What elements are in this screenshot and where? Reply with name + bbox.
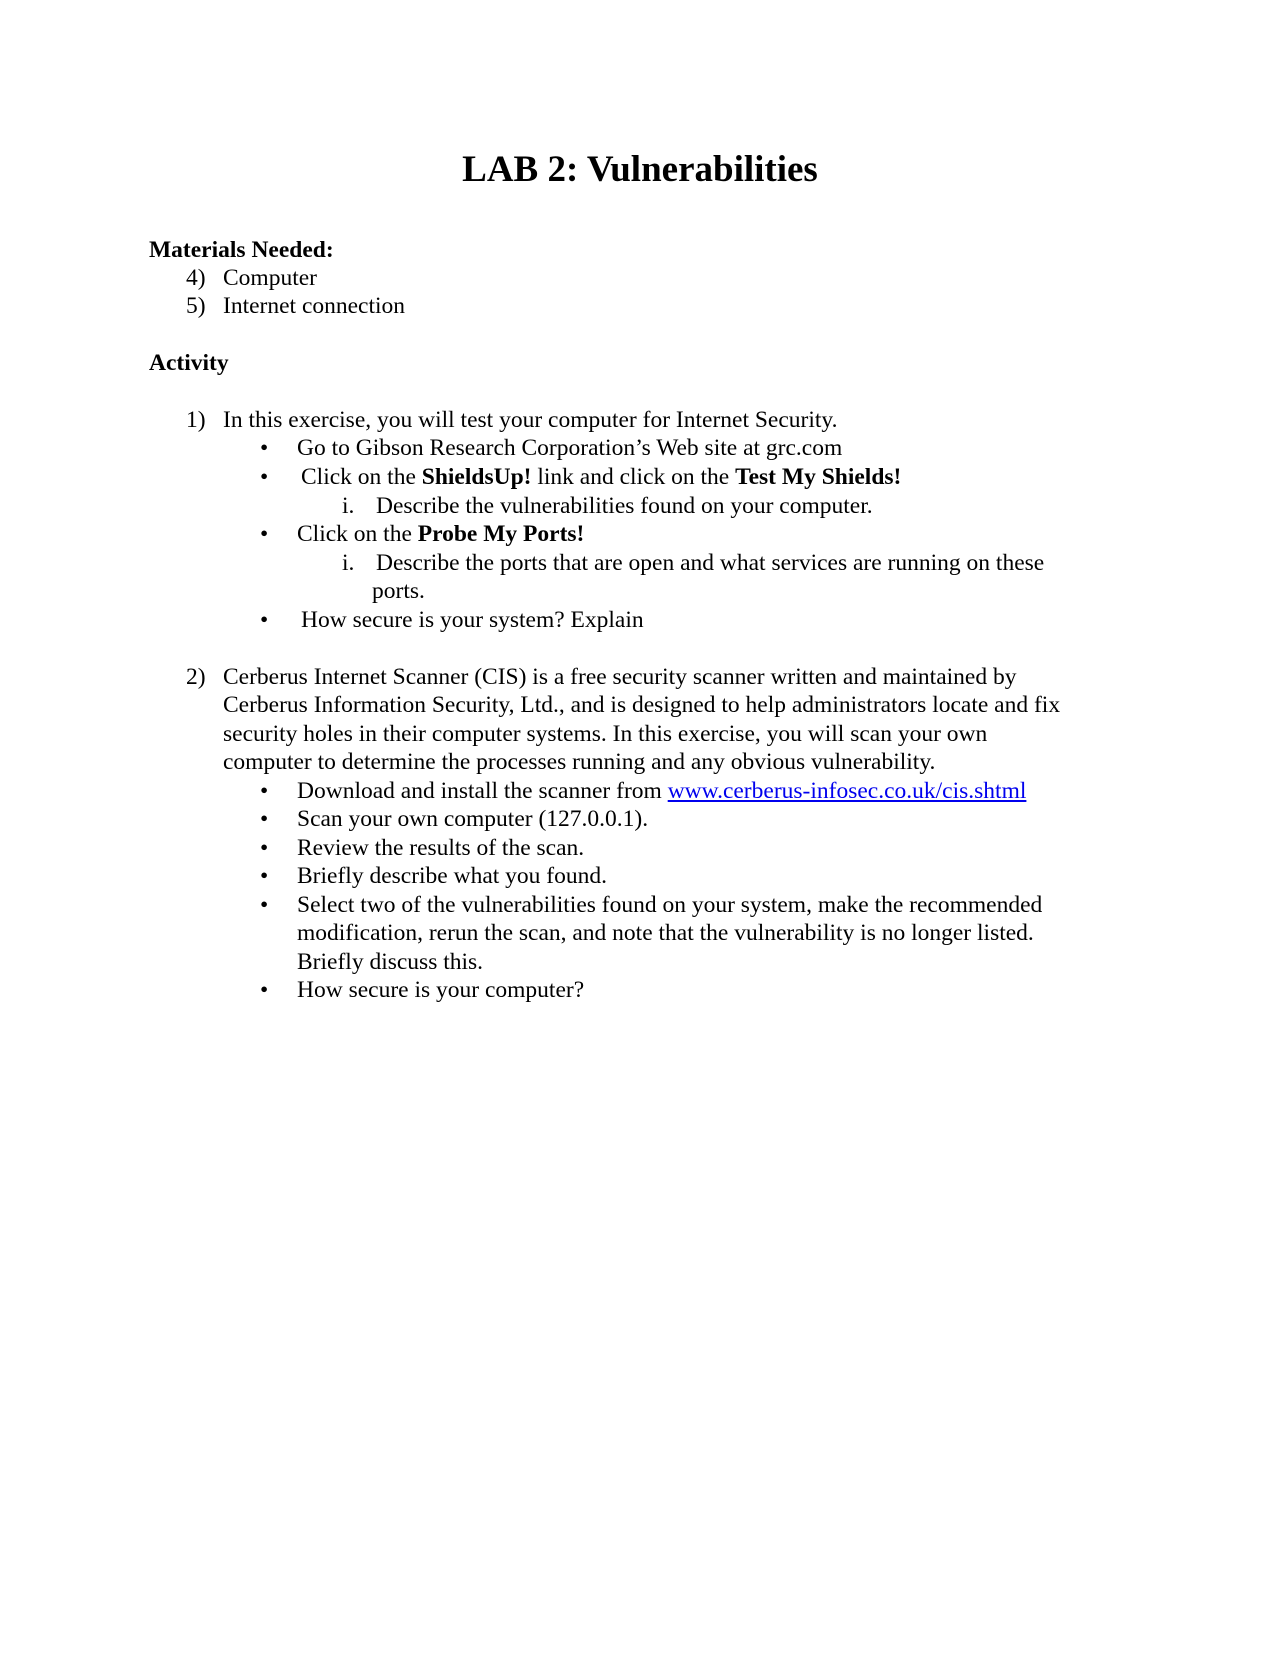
bullet-item: Scan your own computer (127.0.0.1). [297,806,649,832]
bullet-icon: • [260,835,269,861]
bullet-icon: • [260,892,269,918]
shieldsup-label: ShieldsUp! [421,464,532,490]
bullet-item: Select two of the vulnerabilities found on your system, make the recommended [297,892,1043,918]
page-title: LAB 2: Vulnerabilities [462,149,818,190]
sublist-number: i. [342,493,355,519]
bullet-item: Briefly describe what you found. [297,863,607,889]
bullet-icon: • [260,778,269,804]
paragraph-line: computer to determine the processes running and any obvious vulnerability. [223,749,936,775]
bullet-icon: • [260,607,269,633]
bullet-item: How secure is your system? Explain [301,607,644,633]
bullet-item [297,777,1026,805]
list-item: In this exercise, you will test your computer for Internet Security. [223,407,838,433]
bullet-text: Click on the [301,464,422,490]
bullet-icon: • [260,863,269,889]
paragraph-line: Cerberus Information Security, Ltd., and is designed to help administrators locate and fix [223,692,1061,718]
list-number: 4) [186,265,206,291]
sublist-number: i. [342,550,355,576]
bullet-item: Go to Gibson Research Corporation’s Web site at grc.com [297,435,843,461]
paragraph-line: security holes in their computer systems. In this exercise, you will scan your own [223,721,988,747]
materials-heading: Materials Needed: [149,237,334,263]
list-number: 5) [186,293,206,319]
test-my-shields-label: Test My Shields! [735,464,902,490]
bullet-text: Download and install the scanner from [297,778,668,804]
bullet-item: How secure is your computer? [297,977,585,1003]
bullet-text: Click on the [297,521,418,547]
list-number: 1) [186,407,206,433]
list-item: Computer [223,265,317,291]
bullet-item [301,463,901,491]
cerberus-download-link[interactable]: www.cerberus-infosec.co.uk/cis.shtml [667,778,1027,804]
list-item: Internet connection [223,293,406,319]
sublist-item: Describe the vulnerabilities found on your computer. [376,493,873,519]
list-number: 2) [186,664,206,690]
bullet-item [297,520,584,548]
bullet-icon: • [260,977,269,1003]
bullet-item: Review the results of the scan. [297,835,585,861]
bullet-icon: • [260,806,269,832]
activity-heading: Activity [149,350,229,376]
probe-my-ports-label: Probe My Ports! [417,521,585,547]
bullet-item-continued: Briefly discuss this. [297,949,484,975]
sublist-item-continued: ports. [372,578,425,604]
bullet-icon: • [260,435,269,461]
bullet-item-continued: modification, rerun the scan, and note that the vulnerability is no longer listed. [297,920,1034,946]
paragraph-line: Cerberus Internet Scanner (CIS) is a free security scanner written and maintained by [223,664,1017,690]
sublist-item: Describe the ports that are open and what services are running on these [376,550,1045,576]
bullet-icon: • [260,464,269,490]
bullet-text: link and click on the [531,464,736,490]
bullet-icon: • [260,521,269,547]
